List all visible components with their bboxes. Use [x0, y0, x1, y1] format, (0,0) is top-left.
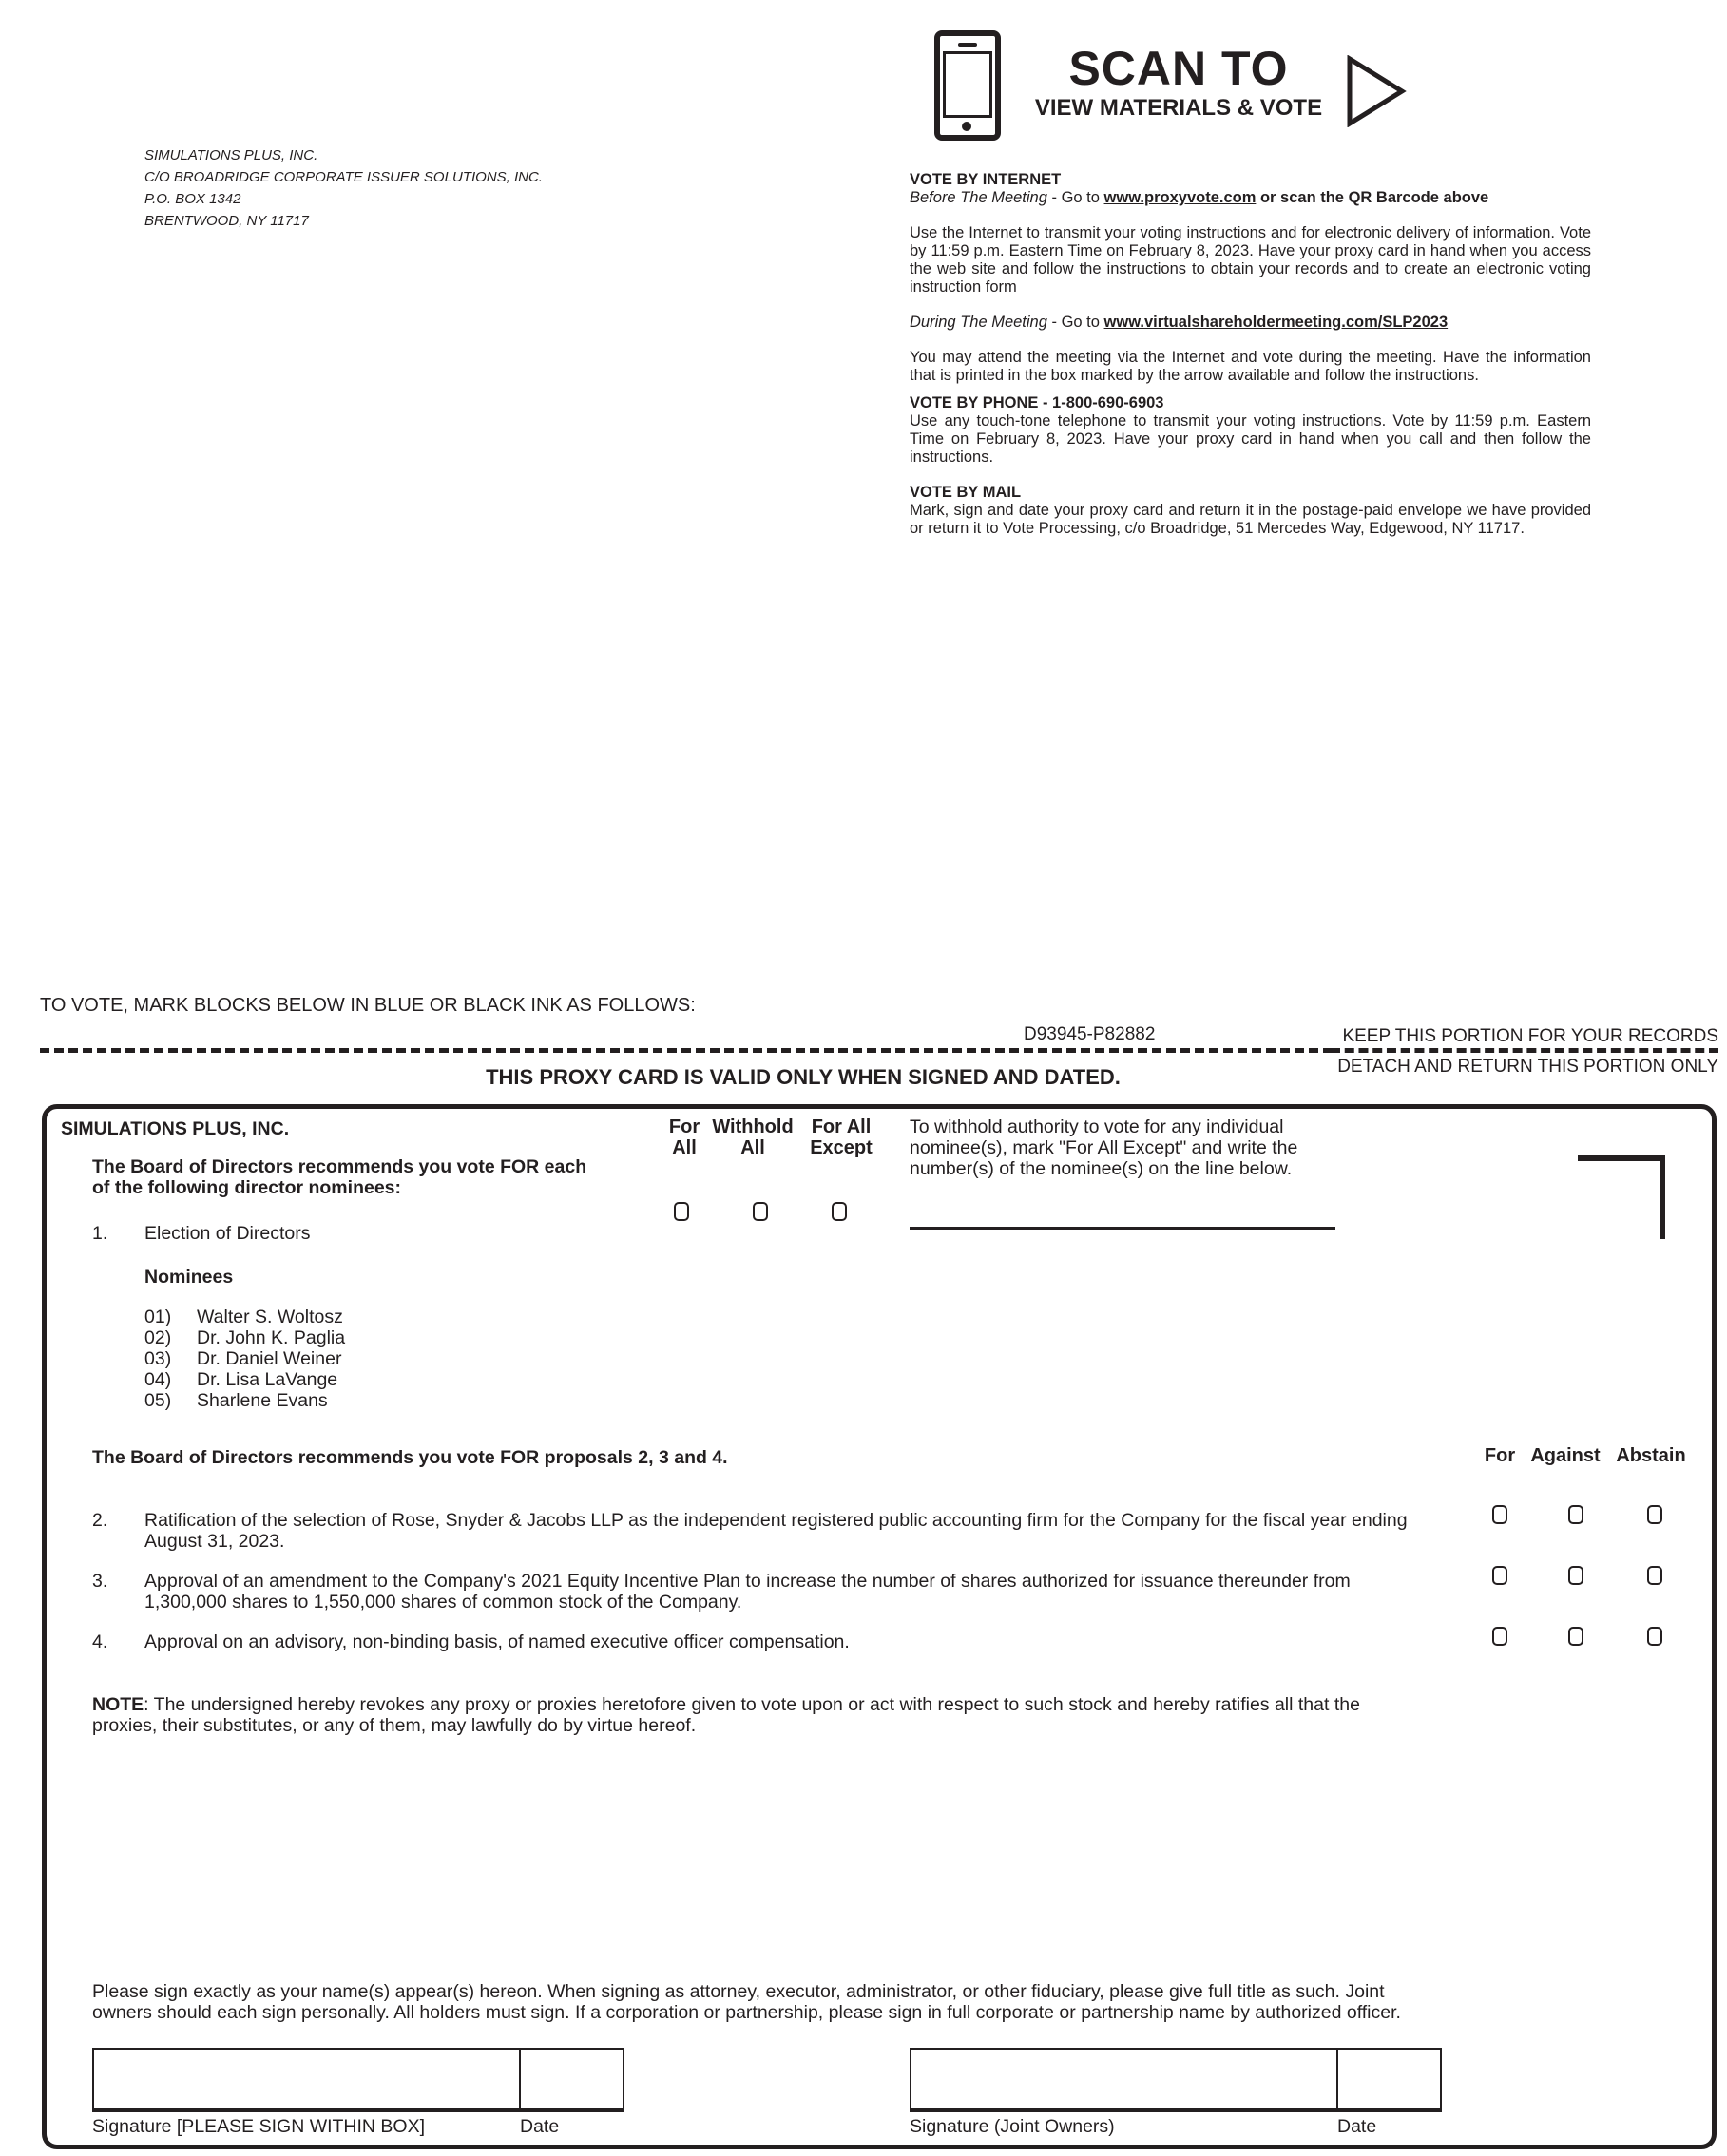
scan-title: SCAN TO	[1068, 42, 1289, 95]
date-box[interactable]	[519, 2048, 624, 2112]
detach-line	[40, 1048, 1333, 1053]
phone-body: Use any touch-tone telephone to transmit your voting instructions. Vote by 11:59 p.m. Eastern Time on February 8, 2023. Have your proxy card in hand when you call and then follow the instructions.	[910, 412, 1591, 466]
proposal-text: Approval on an advisory, non-binding basis, of named executive officer compensation.	[144, 1631, 850, 1652]
col-for: For	[1484, 1445, 1516, 1466]
note-line-2: proxies, their substitutes, or any of them, may lawfully do by virtue hereof.	[92, 1715, 697, 1736]
nominee-write-in-line[interactable]	[910, 1227, 1335, 1230]
smartphone-icon	[934, 30, 1001, 141]
nominee-name: Dr. Daniel Weiner	[197, 1348, 342, 1369]
before-goto: - Go to	[1046, 189, 1104, 206]
phone-heading: VOTE BY PHONE - 1-800-690-6903	[910, 394, 1164, 411]
signature-label: Signature [PLEASE SIGN WITHIN BOX]	[92, 2116, 426, 2137]
checkbox-p4-abstain[interactable]	[1647, 1627, 1662, 1646]
proposal-number: 2.	[92, 1510, 108, 1531]
nominee-num: 04)	[144, 1369, 172, 1390]
to-vote-instruction: TO VOTE, MARK BLOCKS BELOW IN BLUE OR BLACK INK AS FOLLOWS:	[40, 995, 696, 1016]
during-meeting-line	[910, 314, 1591, 332]
detach-portion-text: DETACH AND RETURN THIS PORTION ONLY	[1337, 1057, 1718, 1077]
virtual-meeting-link[interactable]: www.virtualshareholdermeeting.com/SLP2023	[1103, 314, 1449, 331]
voting-instructions	[910, 171, 1591, 538]
corner-mark	[1578, 1155, 1665, 1239]
col-withhold-all	[705, 1116, 800, 1158]
before-label: Before The Meeting	[910, 189, 1047, 206]
checkbox-p2-against[interactable]	[1568, 1505, 1583, 1524]
internet-before-line	[910, 189, 1591, 207]
checkbox-p4-against[interactable]	[1568, 1627, 1583, 1646]
checkbox-withhold-all[interactable]	[753, 1202, 768, 1221]
proxyvote-link[interactable]: www.proxyvote.com	[1103, 189, 1257, 206]
note-line-1	[92, 1694, 1360, 1715]
play-arrow-icon	[1345, 55, 1408, 127]
board-recommendation-1b: of the following director nominees:	[92, 1177, 402, 1198]
scan-subtitle: VIEW MATERIALS & VOTE	[1034, 95, 1323, 121]
proposal-text-cont: August 31, 2023.	[144, 1531, 285, 1552]
withhold-instruction-2: nominee(s), mark "For All Except" and write the	[910, 1137, 1298, 1158]
col-except-1: For All	[811, 1116, 872, 1137]
address-line-2: C/O BROADRIDGE CORPORATE ISSUER SOLUTIONS, INC.	[144, 169, 543, 185]
col-abstain: Abstain	[1616, 1445, 1686, 1466]
return-address	[144, 144, 543, 232]
checkbox-p4-for[interactable]	[1492, 1627, 1507, 1646]
nominee-num: 05)	[144, 1390, 172, 1411]
note-text: : The undersigned hereby revokes any proxy or proxies heretofore given to vote upon or act with respect to such stock and hereby ratifies all that the	[144, 1694, 1360, 1715]
withhold-instruction-3: number(s) of the nominee(s) on the line below.	[910, 1158, 1293, 1179]
item-1-text: Election of Directors	[144, 1223, 311, 1244]
proposal-text: Approval of an amendment to the Company's 2021 Equity Incentive Plan to increase the number of shares authorized for issuance thereunder from	[144, 1571, 1351, 1592]
checkbox-for-all-except[interactable]	[832, 1202, 847, 1221]
address-line-4: BRENTWOOD, NY 11717	[144, 213, 309, 229]
nominee-name: Dr. Lisa LaVange	[197, 1369, 338, 1390]
nominee-name: Sharlene Evans	[197, 1390, 328, 1411]
nominee-name: Walter S. Woltosz	[197, 1307, 343, 1327]
joint-date-box[interactable]	[1336, 2048, 1442, 2112]
col-withhold-2: All	[740, 1137, 765, 1158]
col-except-2: Except	[810, 1137, 873, 1158]
card-company: SIMULATIONS PLUS, INC.	[61, 1118, 290, 1139]
board-recommendation-1a: The Board of Directors recommends you vote FOR each	[92, 1156, 587, 1177]
internet-body: Use the Internet to transmit your voting instructions and for electronic delivery of information. Vote by 11:59 p.m. Eastern Time on February 8, 2023. Have your proxy card in hand when you access the web site and follow the instructions to obtain your records and to create an electronic voting instruction form	[910, 224, 1591, 296]
checkbox-p3-for[interactable]	[1492, 1566, 1507, 1585]
control-code: D93945-P82882	[1024, 1024, 1156, 1044]
mail-heading: VOTE BY MAIL	[910, 484, 1022, 501]
sign-instruction-1: Please sign exactly as your name(s) appear(s) hereon. When signing as attorney, executor, administrator, or other fiduciary, please give full title as such. Joint	[92, 1981, 1385, 2002]
checkbox-p3-abstain[interactable]	[1647, 1566, 1662, 1585]
during-goto: - Go to	[1046, 314, 1104, 331]
during-body: You may attend the meeting via the Internet and vote during the meeting. Have the information that is printed in the box marked by the arrow available and follow the instructions.	[910, 349, 1591, 384]
during-label: During The Meeting	[910, 314, 1047, 331]
date-label: Date	[520, 2116, 560, 2137]
joint-date-label: Date	[1337, 2116, 1377, 2137]
col-for-all-2: All	[672, 1137, 697, 1158]
col-for-all-1: For	[668, 1116, 700, 1137]
withhold-instruction-1: To withhold authority to vote for any individual	[910, 1116, 1284, 1137]
keep-portion-text: KEEP THIS PORTION FOR YOUR RECORDS	[1342, 1026, 1718, 1046]
sign-instruction-2: owners should each sign personally. All holders must sign. If a corporation or partnership, please sign in full corporate or partnership name by authorized officer.	[92, 2002, 1401, 2023]
internet-heading: VOTE BY INTERNET	[910, 171, 1062, 188]
signature-box[interactable]	[92, 2048, 521, 2112]
valid-notice: THIS PROXY CARD IS VALID ONLY WHEN SIGNED AND DATED.	[486, 1065, 1121, 1089]
mail-body: Mark, sign and date your proxy card and return it in the postage-paid envelope we have provided or return it to Vote Processing, c/o Broadridge, 51 Mercedes Way, Edgewood, NY 11717.	[910, 502, 1591, 537]
proposal-text: Ratification of the selection of Rose, Snyder & Jacobs LLP as the independent registered public accounting firm for the Company for the fiscal year ending	[144, 1510, 1408, 1531]
checkbox-p3-against[interactable]	[1568, 1566, 1583, 1585]
col-for-all-except	[798, 1116, 884, 1158]
nominee-name: Dr. John K. Paglia	[197, 1327, 346, 1348]
col-withhold-1: Withhold	[712, 1116, 794, 1137]
proposal-number: 3.	[92, 1571, 108, 1592]
address-line-3: P.O. BOX 1342	[144, 191, 241, 207]
joint-signature-label: Signature (Joint Owners)	[910, 2116, 1115, 2137]
proposal-number: 4.	[92, 1631, 108, 1652]
note-label: NOTE	[92, 1694, 144, 1715]
board-recommendation-2: The Board of Directors recommends you vote FOR proposals 2, 3 and 4.	[92, 1447, 728, 1468]
or-scan-text: or scan the QR Barcode above	[1256, 189, 1489, 206]
proposal-text-cont: 1,300,000 shares to 1,550,000 shares of common stock of the Company.	[144, 1592, 742, 1612]
col-against: Against	[1530, 1445, 1601, 1466]
nominee-num: 01)	[144, 1307, 172, 1327]
nominee-num: 03)	[144, 1348, 172, 1369]
checkbox-for-all[interactable]	[674, 1202, 689, 1221]
nominee-num: 02)	[144, 1327, 172, 1348]
col-for-all	[656, 1116, 713, 1158]
nominees-heading: Nominees	[144, 1267, 234, 1288]
item-1-number: 1.	[92, 1223, 108, 1244]
joint-signature-box[interactable]	[910, 2048, 1338, 2112]
checkbox-p2-for[interactable]	[1492, 1505, 1507, 1524]
checkbox-p2-abstain[interactable]	[1647, 1505, 1662, 1524]
address-line-1: SIMULATIONS PLUS, INC.	[144, 147, 318, 163]
detach-line-right	[1331, 1048, 1718, 1053]
